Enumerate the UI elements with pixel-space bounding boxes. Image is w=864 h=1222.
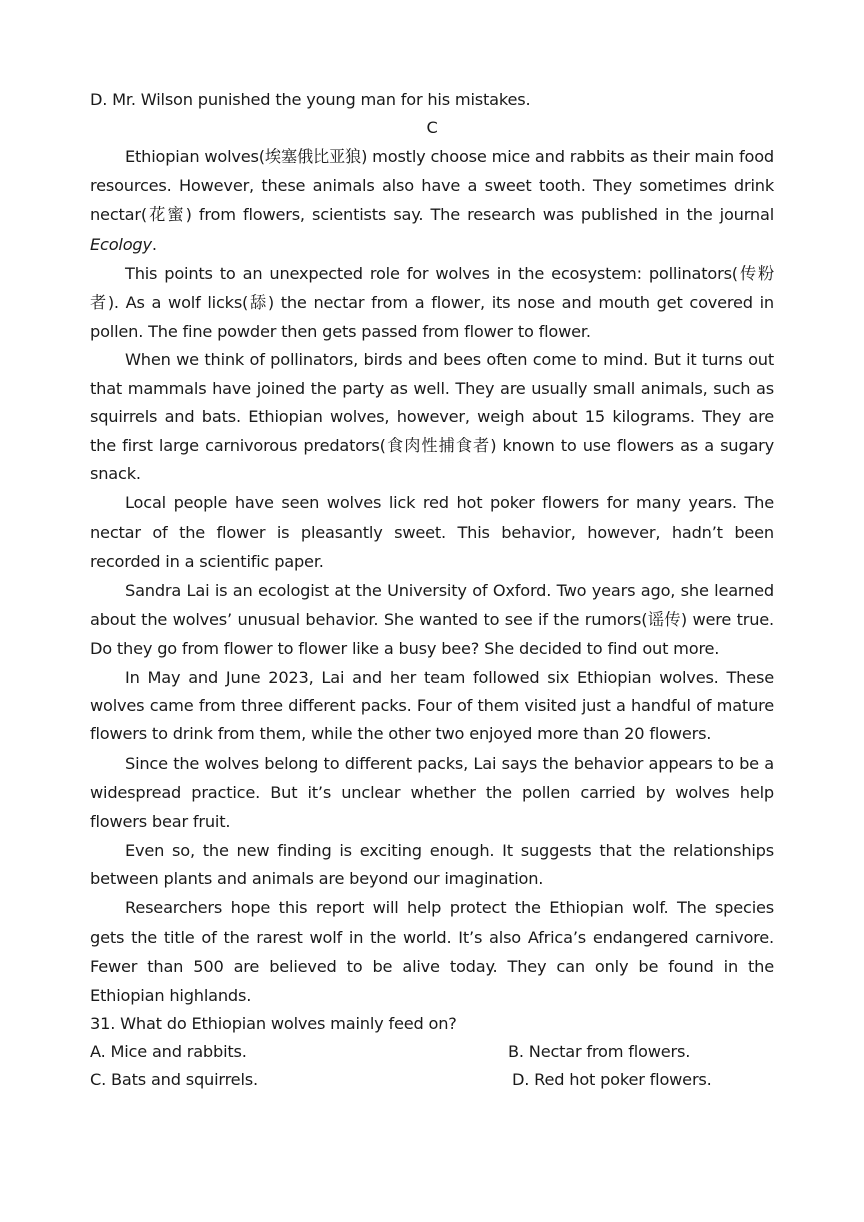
previous-question-option-d: D. Mr. Wilson punished the young man for his mistakes. <box>90 90 531 109</box>
option-b: B. Nectar from flowers. <box>508 1042 691 1062</box>
paragraph-8: Even so, the new finding is exciting enough. It suggests that the relationships between plants and animals are beyond our imagination. <box>90 840 774 888</box>
question-31-prompt: 31. What do Ethiopian wolves mainly feed on? <box>90 1014 457 1034</box>
paragraph-1 <box>90 142 774 259</box>
question-31-options <box>90 1038 774 1094</box>
paragraph-1-text: Ethiopian wolves(埃塞俄比亚狼) mostly choose mice and rabbits as their main food resources. However, these animals also have a sweet tooth. They sometimes drink nectar(花蜜) from flowers, scientists say. The research was published in the journal <box>90 147 774 225</box>
paragraph-6: In May and June 2023, Lai and her team followed six Ethiopian wolves. These wolves came from three different packs. Four of them visited just a handful of mature flowers to drink from them, while the other two enjoyed more than 20 flowers. <box>90 667 774 744</box>
paragraph-7: Since the wolves belong to different packs, Lai says the behavior appears to be a widespread practice. But it’s unclear whether the pollen carried by wolves help flowers bear fruit. <box>90 753 774 832</box>
option-a: A. Mice and rabbits. <box>90 1042 247 1062</box>
paragraph-5: Sandra Lai is an ecologist at the University of Oxford. Two years ago, she learned about the wolves’ unusual behavior. She wanted to see if the rumors(谣传) were true. Do they go from flower to flower like a busy bee? She decided to find out more. <box>90 581 774 659</box>
paragraph-9: Researchers hope this report will help protect the Ethiopian wolf. The species gets the title of the rarest wolf in the world. It’s also Africa’s endangered carnivore. Fewer than 500 are believed to be alive today. They can only be found in the Ethiopian highlands. <box>90 898 774 1005</box>
option-d: D. Red hot poker flowers. <box>512 1070 712 1090</box>
paragraph-3: When we think of pollinators, birds and bees often come to mind. But it turns out that mammals have joined the party as well. They are usually small animals, such as squirrels and bats. Ethiopian wolves, however, weigh about 15 kilograms. They are the first large carnivorous predators(食肉性捕食者) known to use flowers as a sugary snack. <box>90 350 774 484</box>
paragraph-1-end: . <box>151 234 157 254</box>
section-heading: C <box>426 118 438 137</box>
document-page <box>90 86 774 1094</box>
paragraph-4: Local people have seen wolves lick red hot poker flowers for many years. The nectar of the flower is pleasantly sweet. This behavior, however, hadn’t been recorded in a scientific paper. <box>90 493 774 571</box>
paragraph-2: This points to an unexpected role for wolves in the ecosystem: pollinators(传粉者). As a wolf licks(舔) the nectar from a flower, its nose and mouth get covered in pollen. The fine powder then gets passed from flower to flower. <box>90 263 774 342</box>
journal-name: Ecology <box>90 234 152 254</box>
option-c: C. Bats and squirrels. <box>90 1070 258 1090</box>
